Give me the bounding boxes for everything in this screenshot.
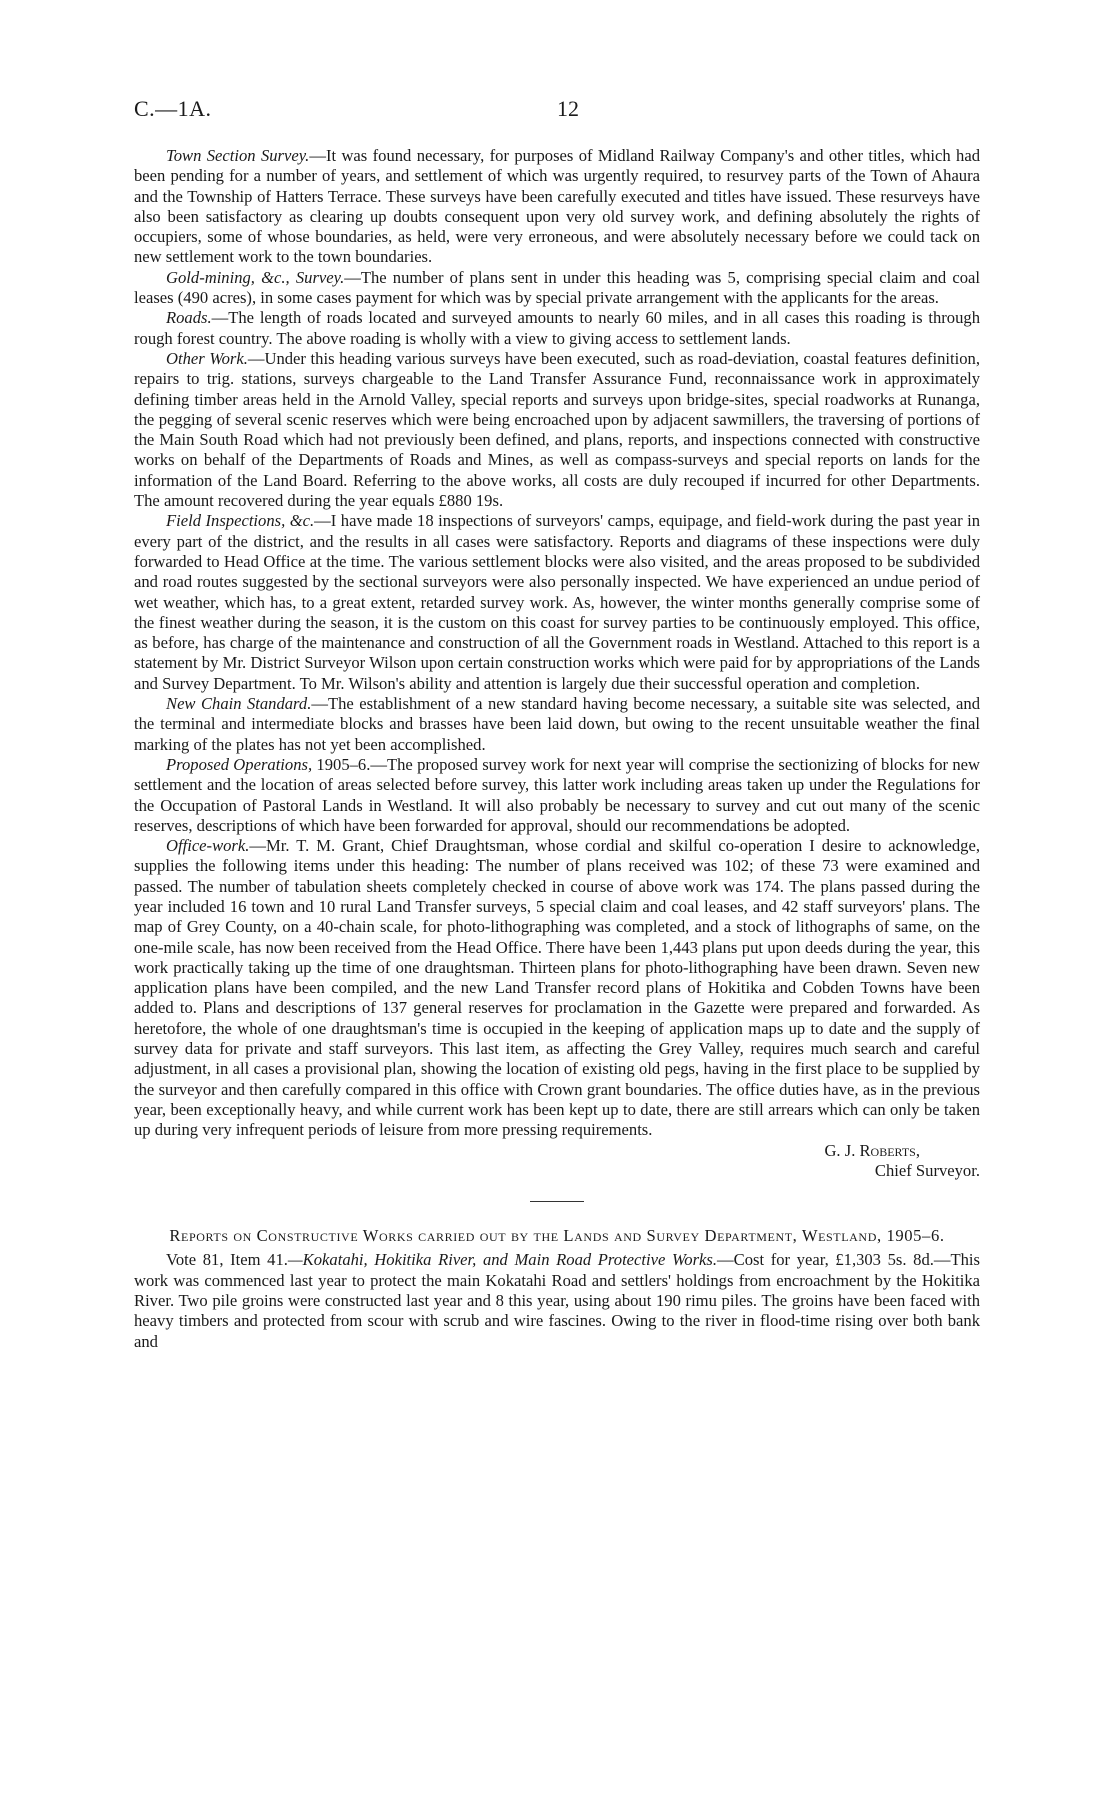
paragraph-roads: [134, 308, 980, 349]
paragraph-heading: New Chain Standard.: [166, 694, 312, 714]
paragraph-text: —I have made 18 inspections of surveyors' camps, equipage, and field-work during the past year in every part of the district, and the results in all cases were satisfactory. Reports and diagrams of these inspections were duly forwarded to Head Office at the time. The various settlement blocks were also visited, and the areas proposed to be subdivided and road routes suggested by the sectional surveyors were also personally inspected. We have experienced an undue period of wet weather, which has, to a great extent, retarded survey work. As, however, the winter months generally comprise some of the finest weather during the season, it is the custom on this coast for survey parties to be continuously employed. This office, as before, has charge of the maintenance and construction of all the Government roads in Westland. Attached to this report is a statement by Mr. District Surveyor Wilson upon certain construction works which were paid for by appropriations of the Lands and Survey Department. To Mr. Wilson's ability and attention is largely due their successful operation and completion.: [134, 511, 980, 693]
paragraph-town-section-survey: [134, 146, 980, 268]
document-reference: C.—1A.: [134, 96, 212, 121]
signature-name: G. J. Roberts,: [824, 1140, 920, 1160]
signature-block: [134, 1141, 980, 1182]
vote-text: —Cost for year, £1,303 5s. 8d.—This work was commenced last year to protect the main Kokatahi Road and settlers' holdings from encroachment by the Hokitika River. Two pile groins were constructed last year and 8 this year, using about 190 rimu piles. The groins have been faced with heavy timbers and protected from scour with scrub and wire fascines. Owing to the river in flood-time rising over both bank and: [134, 1250, 980, 1351]
paragraph-heading: Gold-mining, &c., Survey.: [166, 267, 345, 287]
paragraph-proposed-operations: [134, 755, 980, 836]
paragraph-text: 1905–6.—The proposed survey work for next year will comprise the sectionizing of blocks for new settlement and the location of areas selected before survey, this latter work including areas taken up under the Regulations for the Occupation of Pastoral Lands in Westland. It will also probably be necessary to survey and cut out many of the scenic reserves, descriptions of which have been forwarded for approval, should our recommendations be adopted.: [134, 754, 980, 835]
paragraph-text: —The establishment of a new standard having become necessary, a suitable site was selected, and the terminal and intermediate blocks and brasses have been laid down, but owing to the recent unsuitable weather the final marking of the plates has not yet been accomplished.: [134, 694, 981, 754]
paragraph-text: —Mr. T. M. Grant, Chief Draughtsman, whose cordial and skilful co-operation I desire to acknowledge, supplies the following items under this heading: The number of plans received was 102; of these 73 were examined and passed. The number of tabulation sheets completely checked in course of above work was 174. The plans passed during the year included 16 town and 10 rural Land Transfer surveys, 5 special claim and coal leases, and 42 staff surveyors' plans. The map of Grey County, on a 40-chain scale, for photo-lithographing was completed, and a stock of lithographs of same, on the one-mile scale, has now been received from the Head Office. There have been 1,443 plans put upon deeds during the year, this work practically taking up the time of one draughtsman. Thirteen plans for photo-lithographing have been drawn. Seven new application plans have been compiled, and the new Land Transfer record plans of Hokitika and Cobden Towns have been added to. Plans and descriptions of 137 general reserves for proclamation in the Gazette were prepared and forwarded. As heretofore, the whole of one draughtsman's time is occupied in the keeping of application maps up to date and the supply of survey data for private and staff surveyors. This last item, as affecting the Grey Valley, requires much search and careful adjustment, in all cases a provisional plan, showing the location of existing old pegs, having in the first place to be supplied by the surveyor and then carefully compared in this office with Crown grant boundaries. The office duties have, as in the previous year, been exceptionally heavy, and while current work has been kept up to date, there are still arrears which can only be taken up during very infrequent periods of leisure from more pressing requirements.: [134, 836, 980, 1140]
section-divider: [530, 1201, 584, 1202]
page-number: 12: [557, 96, 579, 121]
paragraph-text: —The length of roads located and surveyed amounts to nearly 60 miles, and in all cases this roading is through rough forest country. The above roading is wholly with a view to giving access to settlement lands.: [134, 308, 980, 348]
paragraph-heading: Office-work.: [166, 836, 250, 856]
vote-heading: —Kokatahi, Hokitika River, and Main Road Protective Works.: [287, 1250, 718, 1270]
paragraph-heading: Field Inspections, &c.: [166, 511, 315, 531]
page-header: [134, 96, 980, 126]
paragraph-heading: Roads.: [166, 308, 212, 328]
paragraph-text: —It was found necessary, for purposes of Midland Railway Company's and other titles, which had been pending for a number of years, and settlement of which was urgently required, to resurvey parts of the Town of Ahaura and the Township of Hatters Terrace. These surveys have been carefully executed and titles have issued. These resurveys have also been satisfactory as clearing up doubts consequent upon very old survey work, and defining absolutely the rights of occupiers, some of whose boundaries, as held, were very erroneous, and were absolutely necessary before we could tack on new settlement work to the town boundaries.: [134, 146, 981, 267]
paragraph-heading: Town Section Survey.: [166, 146, 310, 165]
paragraph-vote-81: [134, 1250, 980, 1351]
paragraph-heading: Proposed Operations,: [166, 754, 313, 774]
signature-title: Chief Surveyor.: [874, 1160, 980, 1180]
section-title: Reports on Constructive Works carried out by the Lands and Survey Department, Westland, 1905–6.: [169, 1226, 945, 1246]
paragraph-heading: Other Work.: [166, 348, 248, 368]
paragraph-office-work: [134, 836, 980, 1140]
paragraph-other-work: [134, 349, 980, 511]
paragraph-gold-mining: [134, 268, 980, 309]
paragraph-text: —The number of plans sent in under this heading was 5, comprising special claim and coal leases (490 acres), in some cases payment for which was by special private arrangement with the applicants for the areas.: [134, 267, 980, 308]
paragraph-text: —Under this heading various surveys have been executed, such as road-deviation, coastal features definition, repairs to trig. stations, surveys chargeable to the Land Transfer Assurance Fund, reconnaissance work in approximately defining timber areas held in the Arnold Valley, special reports and surveys upon bridge-sites, special roadworks at Runanga, the pegging of several scenic reserves which were being encroached upon by adjacent sawmillers, the traversing of portions of the Main South Road which had not previously been defined, and plans, reports, and inspections connected with constructive works on behalf of the Departments of Roads and Mines, as well as compass-surveys and special reports on lands for the information of the Land Board. Referring to the above works, all costs are duly recouped if incurred for other Departments. The amount recovered during the year equals £880 19s.: [134, 348, 980, 511]
report-body: [134, 146, 980, 1352]
vote-prefix: Vote 81, Item 41.: [166, 1250, 288, 1270]
paragraph-field-inspections: [134, 511, 980, 694]
paragraph-new-chain-standard: [134, 694, 980, 755]
